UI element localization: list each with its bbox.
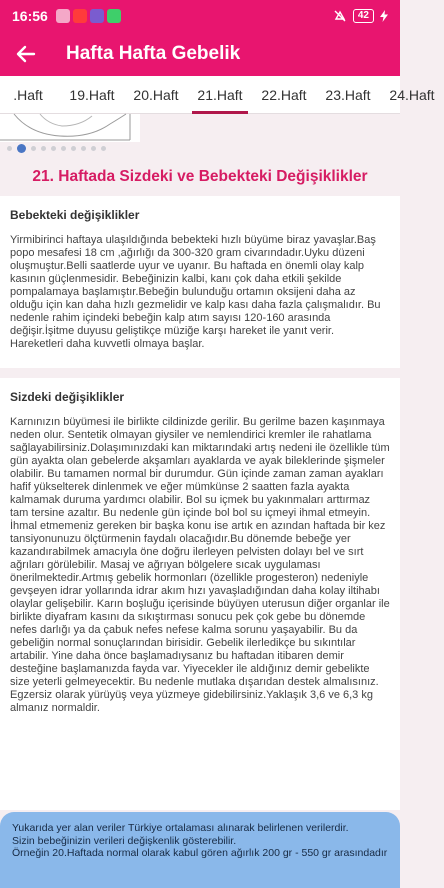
carousel-dot[interactable] xyxy=(71,146,76,151)
week-tabs-strip xyxy=(0,76,444,114)
carousel-dot[interactable] xyxy=(51,146,56,151)
carousel-dot[interactable] xyxy=(31,146,36,151)
whatsapp-icon xyxy=(107,9,121,23)
info-line-1: Yukarıda yer alan veriler Türkiye ortalaması alınarak belirlenen verilerdir. xyxy=(12,822,349,834)
tab-week[interactable]: .Haft xyxy=(13,87,43,103)
carousel-dot[interactable] xyxy=(61,146,66,151)
page-title: Hafta Hafta Gebelik xyxy=(66,43,241,64)
app-bar xyxy=(0,32,400,76)
carousel-dot[interactable] xyxy=(101,146,106,151)
arrow-left-icon xyxy=(16,44,36,64)
baby-changes-text: Yirmibirinci haftaya ulaşıldığında bebekteki hızlı büyüme biraz yavaşlar.Baş popo mesafesi 18 cm ,ağırlığı da 300-320 gram civarındadır.Uyku düzeni oluşmuştur.Belli saatlerde uyur ve uyanır. Bu haftada en önemli olay kalp kasının güçlenmesidir. Bebeğinizin kalbi, kanı çok daha etkili şekilde pompalamaya başlamıştır.Bebeğin bulunduğu ortamın oksijeni daha az olduğu için kan daha hızlı gezmelidir ve kalp kası daha fazla çalışmalıdır. Bu nedenle rahim içindeki bebeğin kalp atım sayısı 120-160 arasında değişir.İşitme duyusu geliştikçe müziğe karşı hareket ile yanıt verir. Hareketleri daha kuvvetli olmaya başlar. xyxy=(10,234,381,350)
mother-changes-title: Sizdeki değişiklikler xyxy=(10,390,125,404)
carousel-dot[interactable] xyxy=(41,146,46,151)
status-right xyxy=(333,9,388,23)
week-tabs xyxy=(0,76,435,114)
status-time: 16:56 xyxy=(12,8,48,24)
carousel-dot[interactable] xyxy=(81,146,86,151)
mute-icon xyxy=(333,9,347,23)
carousel-dot[interactable] xyxy=(7,146,12,151)
battery-indicator: 42 xyxy=(353,9,374,23)
info-notice xyxy=(0,812,400,888)
tab-week[interactable]: 22.Haft xyxy=(261,87,307,103)
tab-week[interactable]: 21.Haft xyxy=(188,76,252,114)
notification-icons xyxy=(56,9,121,23)
status-bar xyxy=(0,0,400,32)
notification-v-icon xyxy=(73,9,87,23)
baby-changes-card xyxy=(0,196,400,368)
notification-game-icon xyxy=(90,9,104,23)
info-line-2: Sizin bebeğinizin verileri değişkenlik gösterebilir. xyxy=(12,834,237,847)
tab-week[interactable]: 24.Haft xyxy=(389,87,435,103)
fetus-illustration xyxy=(0,114,140,142)
baby-changes-title: Bebekteki değişiklikler xyxy=(10,208,140,222)
tab-week[interactable]: 23.Haft xyxy=(325,87,371,103)
section-heading: 21. Haftada Sizdeki ve Bebekteki Değişiklikler xyxy=(32,168,368,185)
carousel-dot[interactable] xyxy=(17,144,26,153)
tab-week[interactable]: 19.Haft xyxy=(69,87,115,103)
notification-app-icon xyxy=(56,9,70,23)
tab-week[interactable]: 20.Haft xyxy=(133,87,179,103)
info-line-3: Örneğin 20.Haftada normal olarak kabul gören ağırlık 200 gr - 550 gr arasındadır xyxy=(12,847,388,859)
carousel-dot[interactable] xyxy=(91,146,96,151)
carousel-indicator xyxy=(7,144,106,153)
back-button[interactable] xyxy=(0,32,52,76)
charging-icon xyxy=(380,10,388,22)
mother-changes-text: Karnınızın büyümesi ile birlikte cildinizde gerilir. Bu gerilme bazen kaşınmaya neden olur. Sentetik olmayan giysiler ve nemlendirici kremler ile rahatlama sağlayabilirsiniz.Dolaşımınızdaki kan miktarındaki artış nedeni ile özellikle tüm gün ayakta olan gebelerde akşamları ayaklarda ve ayak bileklerinde şişmeler olabilir. Bu tamamen normal bir durumdur. Gün içinde zaman zaman ayakları hafif yükselterek dinlenmek ve eğer mümkünse 2 saatten fazla ayakta kalmamak duruma yardımcı olabilir. Bol su içmek bu yakınmaları arttırmaz tam tersine azaltır. Bu nedenle gün içinde bol bol su içmeyi ihmal etmeyin. İhmal etmemeniz gereken bir başka konu ise artık en azından haftada bir kez tansiyonunuzu ölçtürmenin faydalı olacağıdır.Bu dönemde bebeğe yer kazandırabilmek amacıyla öne doğru ilerleyen pelvisten dolayı bel ve sırt ağrıları görülebilir. Masaj ve ağrıyan bölgelere sıcak uygulaması önerilmektedir.Artmış gebelik hormonları (özellikle progesteron) nedeniyle gevşeyen idrar yollarında idrar akım hızı yavaşladığından daha kolay iltihabı olaylar gelişebilir. Karın boşluğu içerisinde büyüyen uterusun diğer organlar ile birlikte diyafram kasını da sıkıştırması sonucu pek çok gebe bu dönemde nefes darlığı ya da çabuk nefes nefese kalma sorunu yaşayabilir. Bu da gebeliğin normal sonuçlarından birisidir. Gebelik ilerledikçe bu sıkıntılar artabilir. Yine daha önce başlamadıysanız bu haftadan itibaren demir desteğine başlamanızda fayda var. Yiyecekler ile aldığınız demir gebelikte size yeterli gelmeyecektir. Bu nedenle mutlaka dışarıdan destek almalısınız. Egzersiz olarak yürüyüş veya yüzmeye gidebilirsiniz.Yaklaşık 3,6 ve 6,3 kg almanız normaldir. xyxy=(10,416,390,714)
mother-changes-card xyxy=(0,378,400,810)
